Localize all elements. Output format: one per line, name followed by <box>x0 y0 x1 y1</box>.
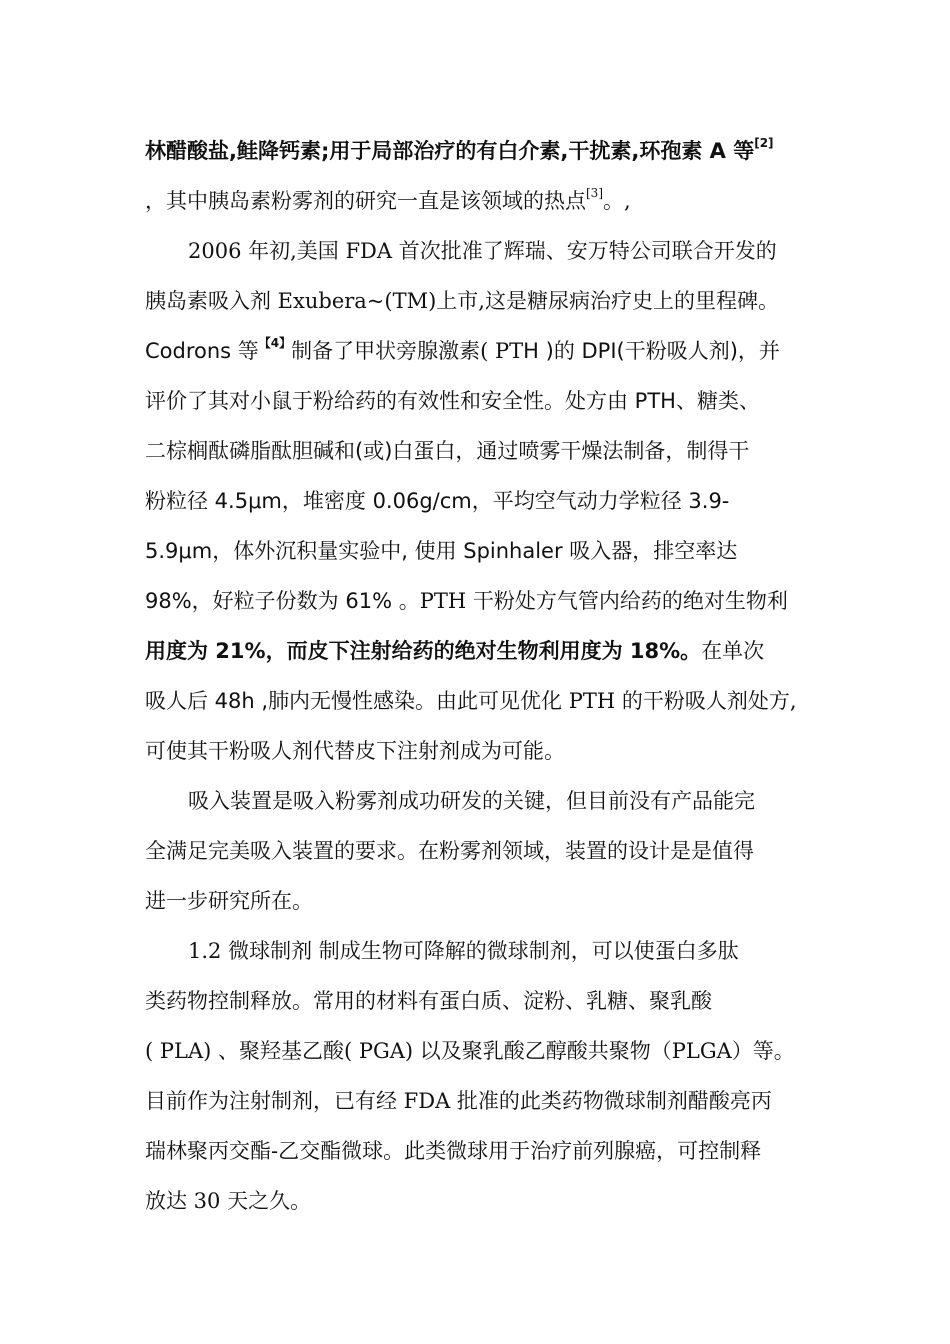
text-line <box>145 1085 825 1117</box>
text-line <box>145 535 825 567</box>
text-span: 5.9μm，体外沉积量实验中, 使用 Spinhaler 吸入器，排空率达 <box>145 539 738 563</box>
text-span: 制备了甲状旁腺激素( PT <box>291 339 524 363</box>
section-heading-line <box>188 935 868 967</box>
text-span: 用度为 21%，而皮下注射给药的绝对生物利用度为 18%。 <box>145 639 702 663</box>
text-span: Codrons 等 <box>145 339 259 363</box>
text-line <box>145 985 825 1017</box>
text-line <box>145 135 825 167</box>
text-span: 。, <box>603 189 631 213</box>
text-span: 肺内无慢性感染。由此可见优化 PTH 的干粉吸人剂处方, <box>268 689 797 713</box>
text-line <box>145 485 825 517</box>
text-span: 吸入装置是吸入粉雾剂成功研发的关键，但目前没有产品能完 <box>188 789 755 813</box>
text-line <box>145 1185 825 1217</box>
text-span: 评价了其对小鼠于粉给药的有效性和安全性。处方由 PTH、糖类、 <box>145 389 760 413</box>
text-line <box>145 1035 825 1067</box>
text-span: 2006 年初,美国 FDA 首次批准了辉瑞、安万特公司联合开发的 <box>188 239 777 263</box>
citation-marker: [3] <box>586 186 603 200</box>
text-line <box>145 285 825 317</box>
text-line <box>145 635 825 667</box>
text-line <box>145 185 825 217</box>
text-line <box>145 735 825 767</box>
text-span: 。PTH 干粉处方气管内给药的绝对生物利 <box>398 589 788 613</box>
text-line <box>145 1135 825 1167</box>
text-line <box>188 235 868 267</box>
text-span: 类药物控制释放。常用的材料有蛋白质、淀粉、乳糖、聚乳酸 <box>145 989 712 1013</box>
text-span: 全满足完美吸入装置的要求。在粉雾剂领域，装置的设计是是值得 <box>145 839 754 863</box>
text-line <box>145 585 825 617</box>
text-span: 二棕榈酞磷脂酞胆碱和(或)白蛋白，通过喷雾干燥法制备，制得干 <box>145 439 750 463</box>
text-span: 林醋酸盐,鲑降钙素;用于局部治疗的有白介素,干扰素,环孢素 A 等 <box>145 139 755 163</box>
text-span: 98%，好粒子份数为 61% <box>145 589 399 613</box>
text-span: ( PLA) 、聚羟基乙酸( PGA) 以及聚乳酸乙醇酸共聚物（PLGA）等。 <box>145 1039 795 1063</box>
text-span: 可使其干粉吸人剂代替皮下注射剂成为可能。 <box>145 739 565 763</box>
text-line <box>188 785 868 817</box>
text-span: H )的 DPI(干粉吸人剂)，并 <box>523 339 780 363</box>
text-span: ，其中胰岛素粉雾剂的研究一直是该领域的热点 <box>145 189 586 213</box>
text-line <box>145 435 825 467</box>
text-span: 1.2 微球制剂 制成生物可降解的微球制剂，可以使蛋白多肽 <box>188 939 739 963</box>
text-span: 放达 30 天之久。 <box>145 1189 312 1213</box>
text-span: 胰岛素吸入剂 Exubera~(TM)上市,这是糖尿病治疗史上的里程碑。 <box>145 289 779 313</box>
text-span: 进一步研究所在。 <box>145 889 313 913</box>
text-line <box>145 385 825 417</box>
text-span: 目前作为注射制剂，已有经 FDA 批准的此类药物微球制剂醋酸亮丙 <box>145 1089 772 1113</box>
citation-marker: [2] <box>754 136 774 150</box>
text-line <box>145 335 825 367</box>
text-line <box>145 885 825 917</box>
citation-marker: 【4】 <box>258 336 292 350</box>
text-span: 在单次 <box>701 639 765 663</box>
text-line <box>145 685 825 717</box>
text-span: 瑞林聚丙交酯-乙交酯微球。此类微球用于治疗前列腺癌，可控制释 <box>145 1139 762 1163</box>
text-span: 粉粒径 4.5μm，堆密度 0.06g/cm，平均空气动力学粒径 3.9- <box>145 489 730 513</box>
text-line <box>145 835 825 867</box>
text-span: 吸人后 48h , <box>145 689 269 713</box>
